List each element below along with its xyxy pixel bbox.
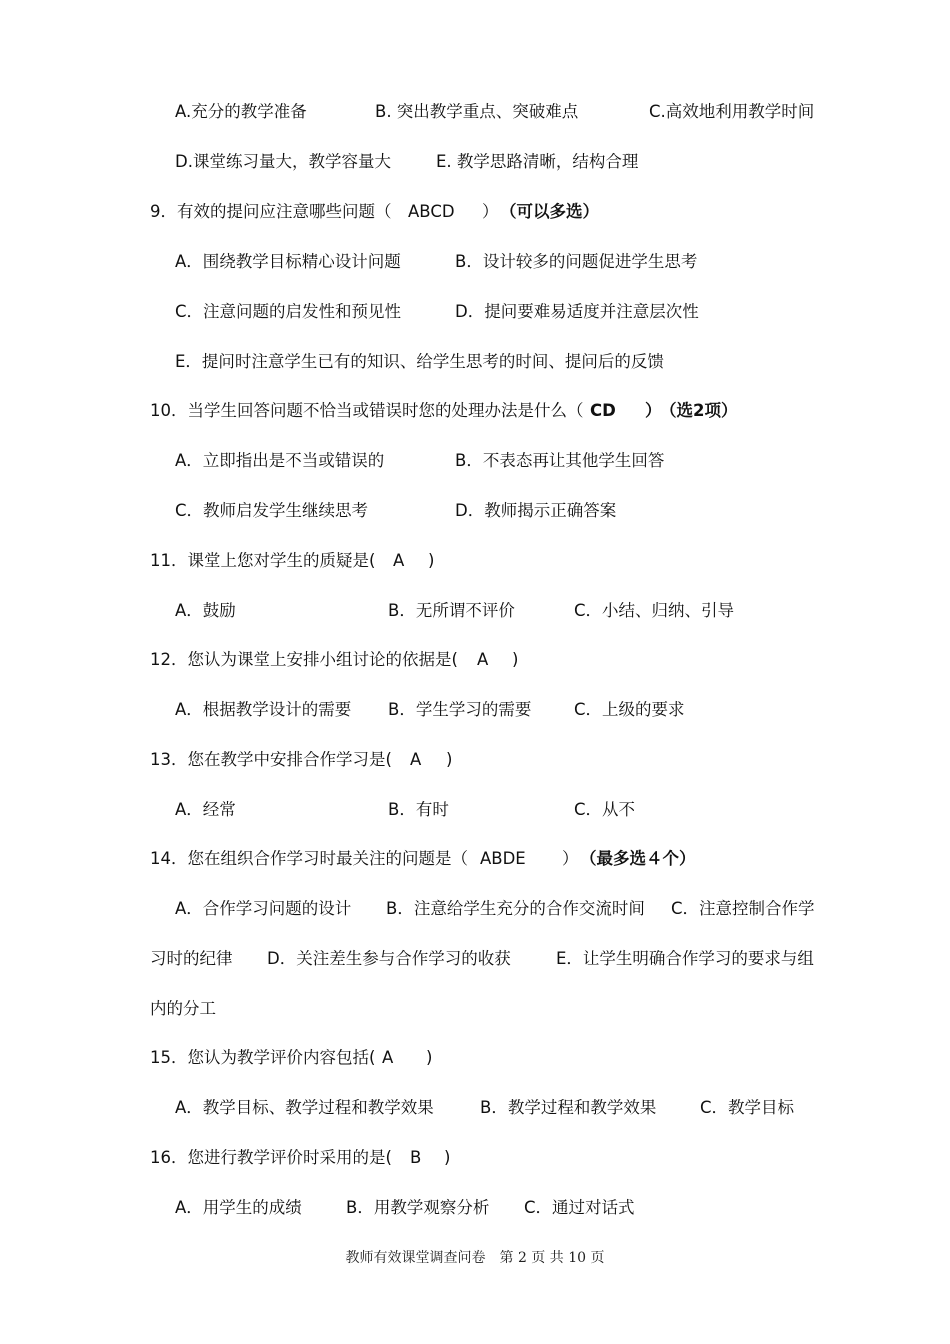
q8-options-row-2 <box>0 150 950 174</box>
q11-answer: A <box>393 551 405 570</box>
q10-option-d: D．教师揭示正确答案 <box>455 501 617 520</box>
q8-option-d: D.课堂练习量大，教学容量大 <box>175 152 391 171</box>
q16-option-b: B．用教学观察分析 <box>346 1198 490 1217</box>
q13-option-b: B．有时 <box>388 800 449 819</box>
q14-answer: ABDE <box>480 849 526 868</box>
q15-option-a: A．教学目标、教学过程和教学效果 <box>175 1098 434 1117</box>
q13-option-a: A．经常 <box>175 800 236 819</box>
q16-option-c: C．通过对话式 <box>524 1198 635 1217</box>
q11-question <box>0 549 950 573</box>
q12-close: ) <box>512 650 519 669</box>
q8-option-b: B. 突出教学重点、突破难点 <box>375 102 579 121</box>
q16-close: ) <box>444 1148 451 1167</box>
q14-option-e-part1: E．让学生明确合作学习的要求与组 <box>556 949 814 968</box>
q9-option-c: C．注意问题的启发性和预见性 <box>175 302 402 321</box>
q14-option-c-part1: C．注意控制合作学 <box>671 899 815 918</box>
q12-answer: A <box>477 650 489 669</box>
q9-question <box>0 200 950 224</box>
q12-option-a: A．根据教学设计的需要 <box>175 700 352 719</box>
q10-stem: 10．当学生回答问题不恰当或错误时您的处理办法是什么（ <box>150 401 584 420</box>
q11-options <box>0 599 950 623</box>
q10-question <box>0 399 950 423</box>
q9-note: （可以多选） <box>500 202 599 221</box>
q14-option-a: A．合作学习问题的设计 <box>175 899 352 918</box>
q10-options-row-2 <box>0 499 950 523</box>
q8-options-row-1 <box>0 100 950 124</box>
q8-option-e: E. 教学思路清晰，结构合理 <box>436 152 639 171</box>
q9-options-row-1 <box>0 250 950 274</box>
q12-option-b: B．学生学习的需要 <box>388 700 532 719</box>
q14-option-b: B．注意给学生充分的合作交流时间 <box>386 899 645 918</box>
q9-option-b: B．设计较多的问题促进学生思考 <box>455 252 698 271</box>
q12-option-c: C．上级的要求 <box>574 700 685 719</box>
q14-option-c-part2: 习时的纪律 <box>150 949 233 968</box>
q10-option-b: B．不表态再让其他学生回答 <box>455 451 665 470</box>
q11-stem: 11．课堂上您对学生的质疑是( <box>150 551 376 570</box>
q15-option-b: B．教学过程和教学效果 <box>480 1098 657 1117</box>
q13-question <box>0 748 950 772</box>
q10-close: ） <box>645 401 662 420</box>
q14-note: （最多选４个） <box>580 849 696 868</box>
q14-close: ） <box>562 849 579 868</box>
q16-answer: B <box>410 1148 422 1167</box>
q14-option-e-part2: 内的分工 <box>150 999 216 1018</box>
q9-options-row-2 <box>0 300 950 324</box>
q9-options-row-3 <box>0 350 950 374</box>
q15-question <box>0 1046 950 1070</box>
q12-question <box>0 648 950 672</box>
q16-stem: 16．您进行教学评价时采用的是( <box>150 1148 392 1167</box>
q15-stem: 15．您认为教学评价内容包括( <box>150 1048 376 1067</box>
q9-option-e: E．提问时注意学生已有的知识、给学生思考的时间、提问后的反馈 <box>175 352 664 371</box>
q9-option-d: D．提问要难易适度并注意层次性 <box>455 302 699 321</box>
q10-note: （选2项） <box>660 401 738 420</box>
q10-answer: CD <box>590 401 616 420</box>
q11-close: ) <box>428 551 435 570</box>
q12-options <box>0 698 950 722</box>
q9-option-a: A．围绕教学目标精心设计问题 <box>175 252 401 271</box>
q9-stem: 9．有效的提问应注意哪些问题（ <box>150 202 392 221</box>
q10-option-c: C．教师启发学生继续思考 <box>175 501 369 520</box>
page-footer: 教师有效课堂调查问卷 第 2 页 共 10 页 <box>345 1250 605 1266</box>
q15-options <box>0 1096 950 1120</box>
q11-option-c: C．小结、归纳、引导 <box>574 601 735 620</box>
q15-close: ) <box>426 1048 433 1067</box>
q11-option-a: A．鼓励 <box>175 601 236 620</box>
q14-question <box>0 847 950 871</box>
q16-question <box>0 1146 950 1170</box>
q14-stem: 14．您在组织合作学习时最关注的问题是（ <box>150 849 468 868</box>
q10-options-row-1 <box>0 449 950 473</box>
q15-option-c: C．教学目标 <box>700 1098 795 1117</box>
q9-answer: ABCD <box>408 202 455 221</box>
q16-option-a: A．用学生的成绩 <box>175 1198 302 1217</box>
q12-stem: 12．您认为课堂上安排小组讨论的依据是( <box>150 650 458 669</box>
q8-option-c: C.高效地利用教学时间 <box>649 102 815 121</box>
q13-stem: 13．您在教学中安排合作学习是( <box>150 750 392 769</box>
q8-option-a: A.充分的教学准备 <box>175 102 307 121</box>
q14-option-d: D．关注差生参与合作学习的收获 <box>267 949 511 968</box>
q14-options-row-1 <box>0 897 950 921</box>
q13-answer: A <box>410 750 422 769</box>
q13-options <box>0 798 950 822</box>
q13-close: ) <box>446 750 453 769</box>
q16-options <box>0 1196 950 1220</box>
q14-options-row-2 <box>0 947 950 971</box>
q14-options-row-3 <box>0 997 950 1021</box>
q10-option-a: A．立即指出是不当或错误的 <box>175 451 385 470</box>
q13-option-c: C．从不 <box>574 800 636 819</box>
q15-answer: A <box>382 1048 394 1067</box>
q11-option-b: B．无所谓不评价 <box>388 601 515 620</box>
q9-close: ） <box>482 202 499 221</box>
